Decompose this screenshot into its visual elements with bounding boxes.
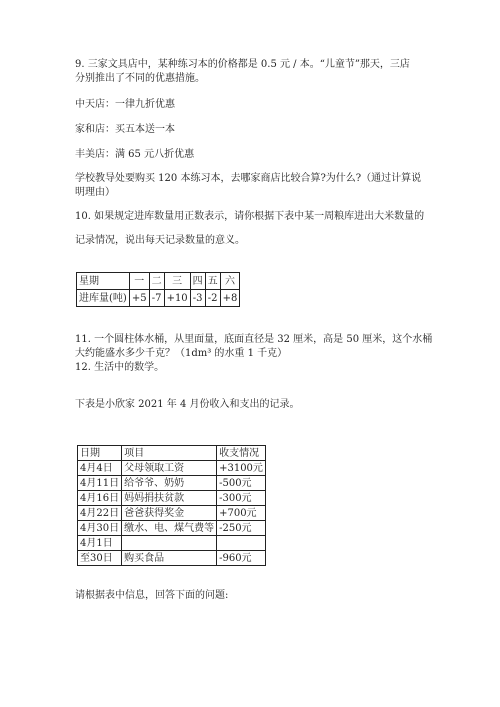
q10-line2: 记录情况，说出每天记录数量的意义。 (75, 235, 245, 246)
grain-table-row-weekday (77, 273, 240, 290)
table-cell: 爸爸获得奖金 (122, 506, 217, 521)
table-row (78, 476, 266, 491)
q12-intro: 下表是小欣家 2021 年 4 月份收入和支出的记录。 (75, 399, 300, 410)
table-cell: 购买食品 (122, 551, 217, 566)
table-cell: 缴水、电、煤气费等 (122, 521, 217, 536)
q9-intro (75, 58, 435, 86)
q9-shop1: 中天店：一律九折优惠 (75, 99, 175, 110)
table-cell: +700元 (217, 506, 266, 521)
q11-line1: 11. 一个圆柱体水桶，从里面量，底面直径是 32 厘米，高是 50 厘米，这个水桶 (75, 334, 433, 345)
table-cell: 给爷爷、奶奶 (122, 476, 217, 491)
table-cell: 三 (164, 273, 190, 290)
q9-question (75, 172, 435, 200)
finance-table (77, 445, 266, 566)
table-cell: +8 (220, 290, 240, 307)
table-cell: 4月1日 (78, 536, 122, 551)
table-header-cell: 收支情况 (217, 446, 266, 461)
table-cell: 妈妈捐扶贫款 (122, 491, 217, 506)
q9-shop3: 丰美店：满 65 元八折优惠 (75, 149, 195, 160)
finance-table-header (78, 446, 266, 461)
table-cell: +5 (129, 290, 149, 307)
table-cell (217, 536, 266, 551)
table-cell: 至30日 (78, 551, 122, 566)
table-cell: 四 (190, 273, 205, 290)
q11-line2: 大约能盛水多少千克？（1dm³ 的水重 1 千克） (75, 348, 288, 359)
table-cell: -250元 (217, 521, 266, 536)
table-row (78, 551, 266, 566)
table-cell: 4月22日 (78, 506, 122, 521)
table-cell: -500元 (217, 476, 266, 491)
table-cell: 4月4日 (78, 461, 122, 476)
table-row (78, 506, 266, 521)
q9-line1: 9. 三家文具店中，某种练习本的价格都是 0.5 元 / 本。“儿童节”那天，三店 (75, 59, 410, 70)
table-header-cell: 日期 (78, 446, 122, 461)
table-cell: 二 (149, 273, 164, 290)
q9-shop2: 家和店：买五本送一本 (75, 124, 175, 135)
table-cell: 4月11日 (78, 476, 122, 491)
table-cell: -3 (190, 290, 205, 307)
table-cell: 一 (129, 273, 149, 290)
table-cell: +10 (164, 290, 190, 307)
q11-text (75, 333, 435, 375)
table-cell: -2 (205, 290, 220, 307)
grain-table-row-amount (77, 290, 240, 307)
table-row (78, 491, 266, 506)
table-cell: 星期 (77, 273, 130, 290)
table-cell: 五 (205, 273, 220, 290)
table-cell: -300元 (217, 491, 266, 506)
table-cell: 进库量(吨) (77, 290, 130, 307)
q9-line2: 分别推出了不同的优惠措施。 (75, 73, 205, 84)
q12-outro: 请根据表中信息，回答下面的问题: (75, 590, 229, 601)
q12-title: 12. 生活中的数学。 (75, 362, 165, 373)
table-cell: 父母领取工资 (122, 461, 217, 476)
q9-question-line2: 明理由） (75, 187, 115, 198)
table-cell: 4月16日 (78, 491, 122, 506)
grain-table (76, 272, 240, 307)
table-cell: 4月30日 (78, 521, 122, 536)
table-cell: -960元 (217, 551, 266, 566)
table-row (78, 521, 266, 536)
table-cell: 六 (220, 273, 240, 290)
table-cell: -7 (149, 290, 164, 307)
table-row (78, 461, 266, 476)
q10-line1: 10. 如果规定进库数量用正数表示，请你根据下表中某一周粮库进出大米数量的 (75, 211, 425, 222)
table-cell (122, 536, 217, 551)
table-row (78, 536, 266, 551)
q9-question-line1: 学校教导处要购买 120 本练习本，去哪家商店比较合算?为什么?（通过计算说 (75, 173, 422, 184)
table-header-cell: 项目 (122, 446, 217, 461)
table-cell: +3100元 (217, 461, 266, 476)
